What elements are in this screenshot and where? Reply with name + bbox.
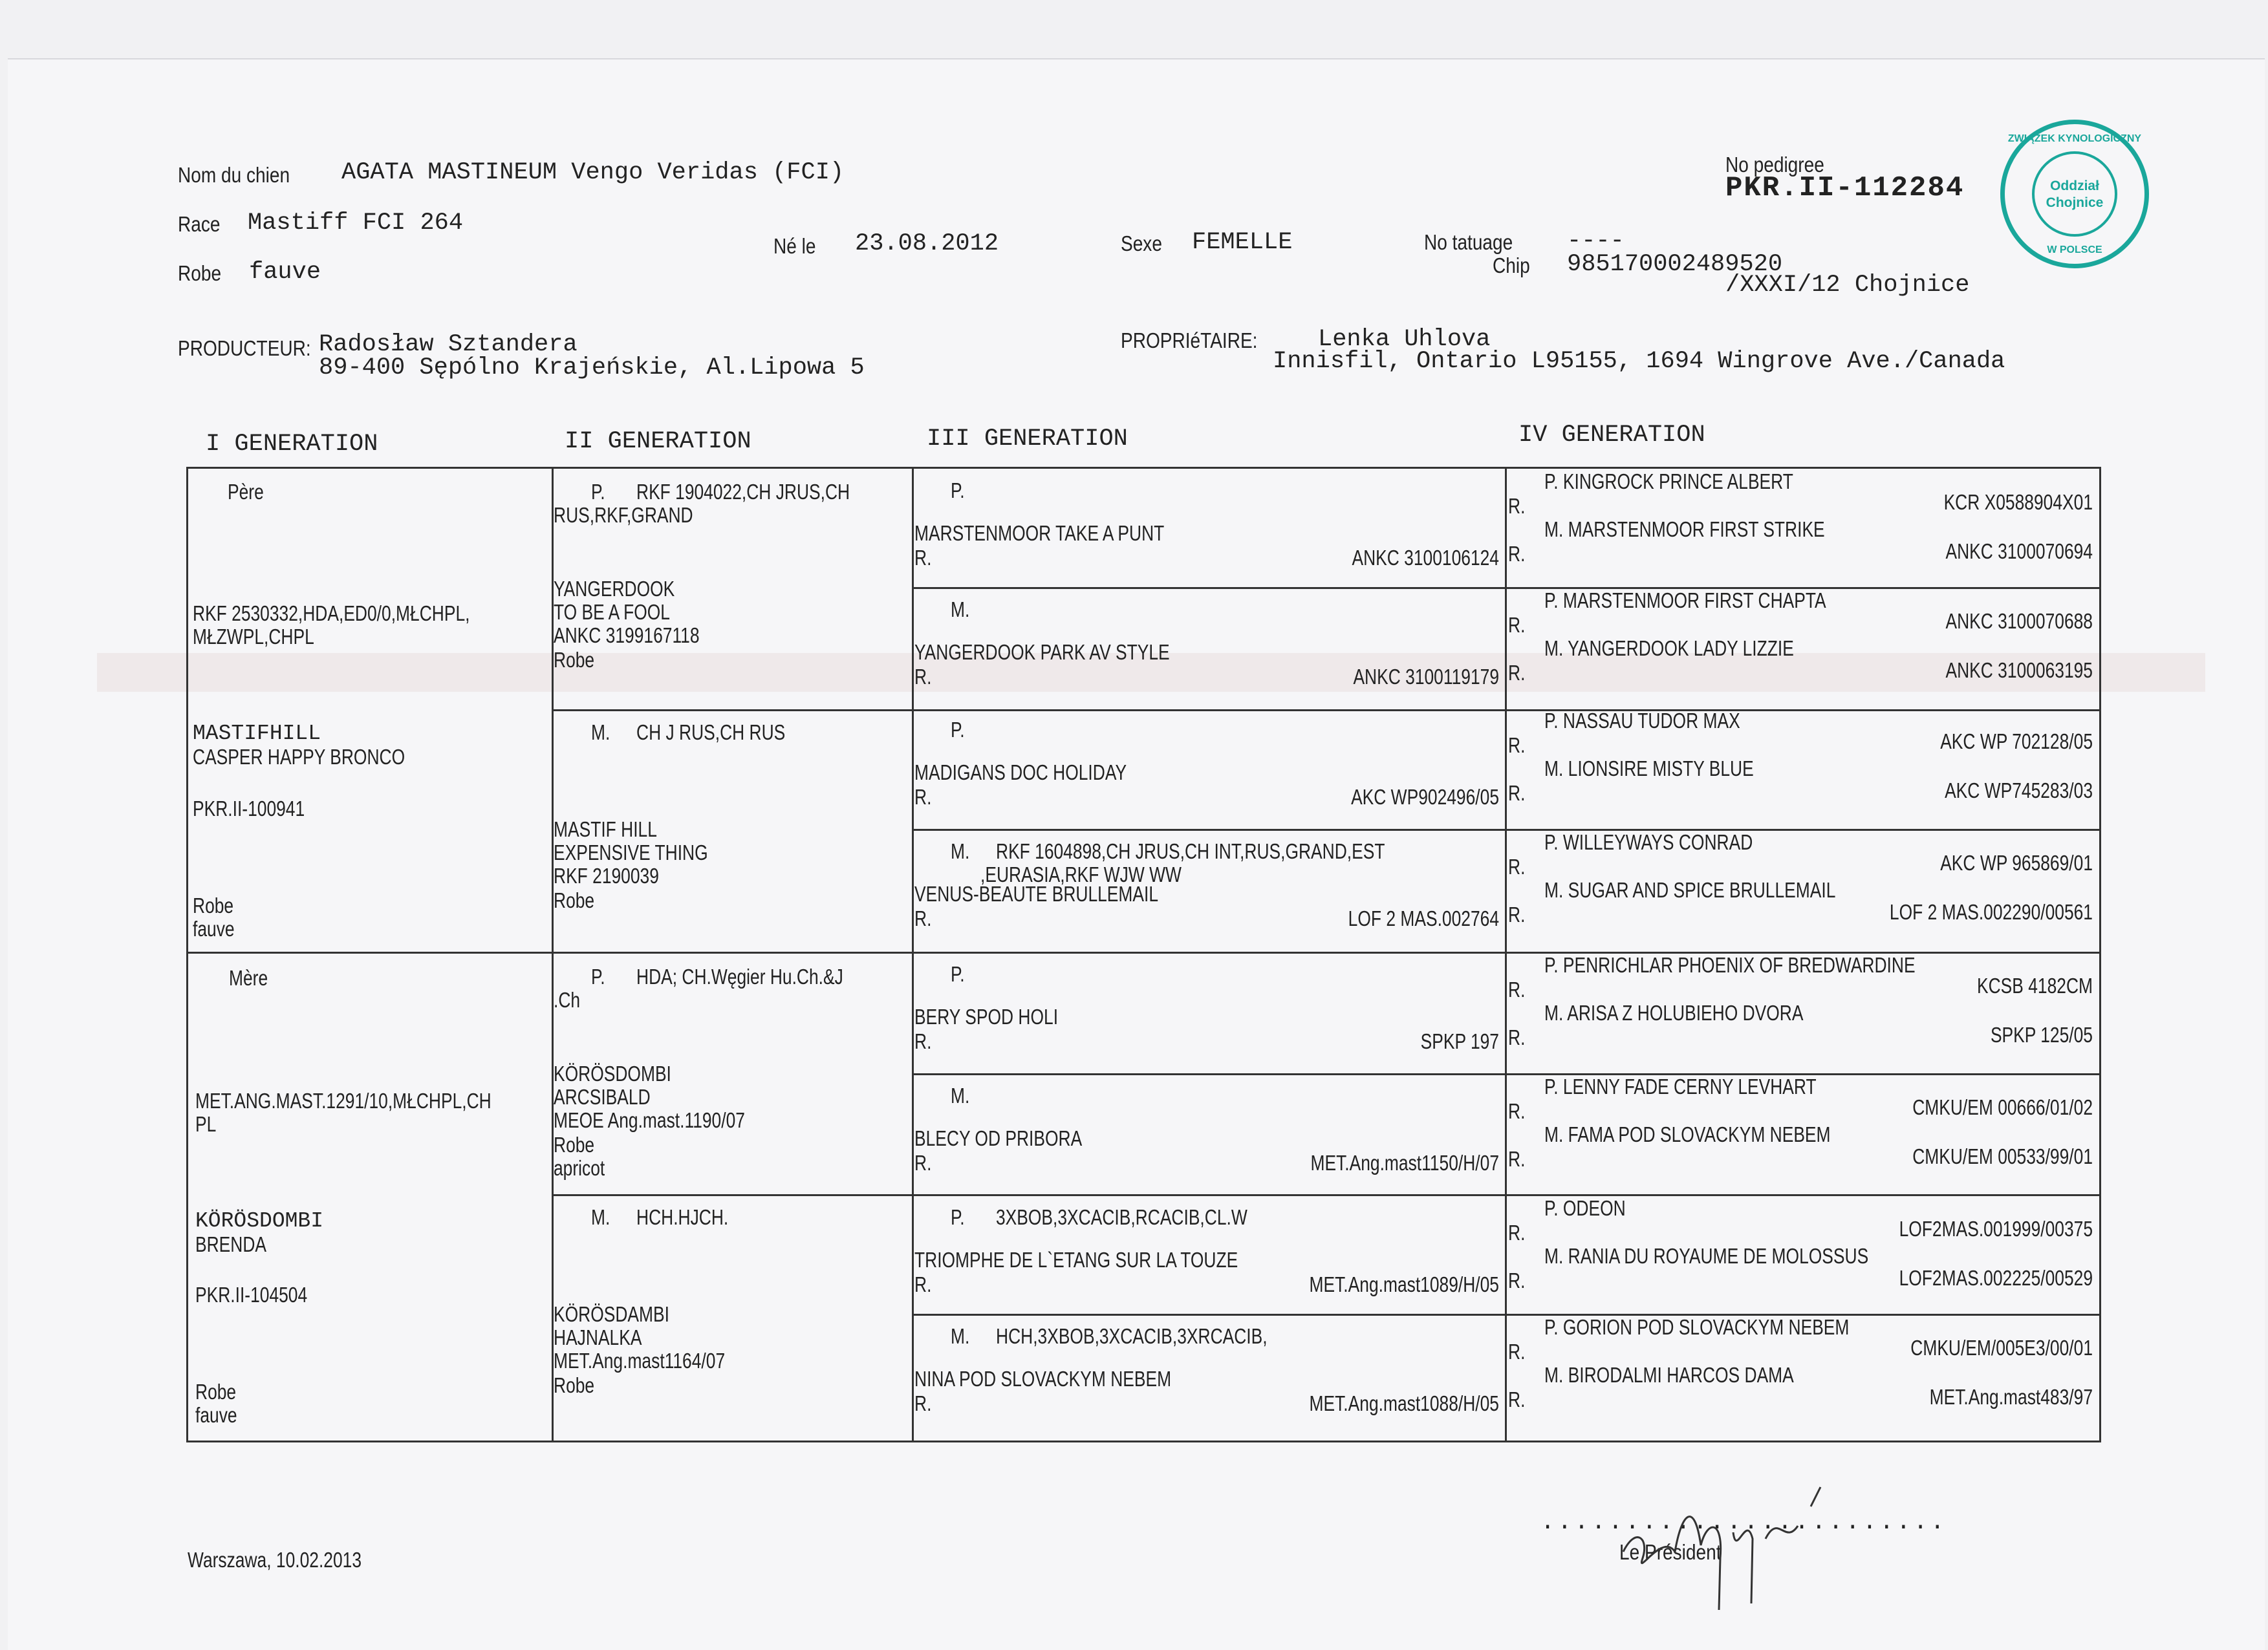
gen3-reg-4: SPKP 197 (1420, 1029, 1499, 1053)
mere-titles-2: PL (195, 1112, 217, 1136)
sex-label: Sexe (1121, 231, 1162, 255)
owner-address: Innisfil, Ontario L95155, 1694 Wingrove Ave./Canada (1273, 348, 2005, 375)
stamp-ring-bottom: W POLSCE (2047, 244, 2102, 255)
gen2-reg-1: RKF 2190039 (554, 864, 659, 888)
born-value: 23.08.2012 (855, 230, 999, 257)
gen4-dam-7: M. BIRODALMI HARCOS DAMA (1544, 1363, 1794, 1387)
gen4-dam-reg-1: ANKC 3100063195 (1945, 658, 2093, 682)
gen4-sire-2: P. NASSAU TUDOR MAX (1544, 709, 1740, 733)
table-left-border (186, 467, 188, 1441)
gen-header-2: II GENERATION (565, 428, 751, 455)
gen4-r1-7: R. (1508, 1340, 1526, 1364)
gen4-sire-7: P. GORION POD SLOVACKYM NEBEM (1544, 1315, 1850, 1339)
gen-header-4: IV GENERATION (1518, 422, 1705, 449)
race-value: Mastiff FCI 264 (248, 209, 464, 237)
stamp-inner-ring (2032, 151, 2117, 237)
producer-label: PRODUCTEUR: (178, 336, 311, 360)
row-divider-gen3-3 (912, 1314, 2099, 1316)
gen2-titles1-3: HCH.HJCH. (636, 1205, 729, 1229)
gen4-r1-3: R. (1508, 855, 1526, 879)
gen4-r1-5: R. (1508, 1099, 1526, 1123)
gen3-lead-2: P. (951, 718, 965, 742)
gen4-sire-reg-4: KCSB 4182CM (1976, 974, 2093, 998)
gen2-reg-3: MET.Ang.mast1164/07 (554, 1349, 726, 1373)
gen2-reg-2: MEOE Ang.mast.1190/07 (554, 1108, 745, 1132)
gen3-name-4: BERY SPOD HOLI (914, 1005, 1059, 1029)
gen2-titles1-2: HDA; CH.Węgier Hu.Ch.&J (636, 965, 843, 989)
gen3-reg-2: AKC WP902496/05 (1351, 785, 1499, 809)
gen4-dam-5: M. FAMA POD SLOVACKYM NEBEM (1544, 1122, 1831, 1146)
gen2-lead-3: M. (591, 1205, 610, 1229)
gen3-name-6: TRIOMPHE DE L`ETANG SUR LA TOUZE (914, 1248, 1238, 1272)
row-divider-gen3-2 (912, 1073, 2099, 1075)
gen3-name-3: VENUS-BEAUTE BRULLEMAIL (914, 882, 1159, 906)
gen3-reg-0: ANKC 3100106124 (1352, 546, 1499, 570)
row-divider-gen2-1 (552, 1194, 2099, 1196)
gen4-dam-1: M. YANGERDOOK LADY LIZZIE (1544, 636, 1794, 660)
gen4-sire-reg-0: KCR X0588904X01 (1943, 490, 2093, 514)
gen4-dam-reg-7: MET.Ang.mast483/97 (1929, 1385, 2093, 1409)
gen3-r-6: R. (914, 1272, 932, 1296)
gen3-reg-3: LOF 2 MAS.002764 (1348, 906, 1499, 930)
gen3-name-2: MADIGANS DOC HOLIDAY (914, 760, 1127, 784)
gen4-sire-reg-6: LOF2MAS.001999/00375 (1899, 1217, 2093, 1241)
gen2-name1-0: YANGERDOOK (554, 577, 675, 601)
row-divider-gen2-0 (552, 709, 2099, 711)
col-divider-3 (912, 467, 914, 1441)
name-label: Nom du chien (178, 163, 290, 187)
place-date: Warszawa, 10.02.2013 (188, 1548, 362, 1572)
gen3-r-2: R. (914, 785, 932, 809)
gen4-r1-4: R. (1508, 978, 1526, 1002)
col-divider-4 (1505, 467, 1507, 1441)
gen2-lead-0: P. (591, 480, 605, 504)
mere-titles-1: MET.ANG.MAST.1291/10,MŁCHPL,CH (195, 1089, 491, 1113)
owner-name: Lenka Uhlova (1318, 326, 1491, 353)
gen4-r2-6: R. (1508, 1269, 1526, 1292)
gen2-lead-2: P. (591, 965, 605, 989)
gen2-titles2-2: .Ch (554, 988, 581, 1012)
gen4-sire-1: P. MARSTENMOOR FIRST CHAPTA (1544, 588, 1826, 612)
row-divider-gen3-0 (912, 587, 2099, 589)
gen4-sire-6: P. ODEON (1544, 1196, 1626, 1220)
gen3-lead-1: M. (951, 597, 970, 621)
pere-robe: fauve (193, 917, 235, 941)
row-divider-gen3-1 (912, 829, 2099, 831)
gen4-dam-4: M. ARISA Z HOLUBIEHO DVORA (1544, 1001, 1804, 1025)
mere-robe-label: Robe (195, 1380, 237, 1404)
gen2-robe-1: Robe (554, 888, 595, 912)
gen3-lead-7: M. (951, 1324, 970, 1348)
gen3-r-1: R. (914, 665, 932, 689)
gen4-dam-reg-3: LOF 2 MAS.002290/00561 (1889, 900, 2093, 924)
gen4-r1-2: R. (1508, 733, 1526, 757)
gen3-r-5: R. (914, 1151, 932, 1175)
pere-name-2: CASPER HAPPY BRONCO (193, 745, 405, 769)
stamp-center-line2: Chojnice (2046, 195, 2104, 210)
mere-label: Mère (229, 966, 268, 990)
mere-name-2: BRENDA (195, 1232, 267, 1256)
signature-dots: ........................ (1540, 1509, 1947, 1536)
gen3-titles1-3: RKF 1604898,CH JRUS,CH INT,RUS,GRAND,EST (996, 839, 1385, 863)
pedigree-number: PKR.II-112284 (1725, 172, 1965, 204)
gen4-r2-7: R. (1508, 1388, 1526, 1411)
gen4-sire-4: P. PENRICHLAR PHOENIX OF BREDWARDINE (1544, 953, 1916, 977)
gen4-r2-4: R. (1508, 1025, 1526, 1049)
gen3-lead-5: M. (951, 1084, 970, 1108)
gen-header-1: I GENERATION (206, 431, 378, 458)
pedigree-sub: /XXXI/12 Chojnice (1725, 272, 1970, 299)
tattoo-value: ---- (1567, 228, 1625, 255)
table-top-border (186, 467, 2099, 469)
gen4-dam-reg-5: CMKU/EM 00533/99/01 (1912, 1144, 2093, 1168)
pere-titles-1: RKF 2530332,HDA,ED0/0,MŁCHPL, (193, 601, 470, 625)
gen4-r2-3: R. (1508, 903, 1526, 927)
gen4-dam-reg-2: AKC WP745283/03 (1945, 778, 2093, 802)
gen4-dam-reg-0: ANKC 3100070694 (1945, 539, 2093, 563)
owner-label: PROPRIéTAIRE: (1121, 328, 1258, 352)
gen3-r-0: R. (914, 546, 932, 570)
gen3-lead-0: P. (951, 478, 965, 502)
mere-registration: PKR.II-104504 (195, 1283, 308, 1307)
gen4-r2-1: R. (1508, 661, 1526, 685)
producer-address: 89-400 Sępólno Krajeńskie, Al.Lipowa 5 (319, 354, 865, 381)
pere-label: Père (228, 480, 264, 504)
gen4-sire-5: P. LENNY FADE CERNY LEVHART (1544, 1075, 1817, 1098)
stamp-ring-top: ZWIĄZEK KYNOLOGICZNY (2007, 133, 2142, 144)
gen-header-3: III GENERATION (927, 425, 1128, 453)
president-signature (1604, 1474, 1901, 1623)
gen4-r1-6: R. (1508, 1221, 1526, 1245)
gen2-titles2-0: RUS,RKF,GRAND (554, 503, 693, 527)
gen4-r1-1: R. (1508, 613, 1526, 637)
gen2-name1-2: KÖRÖSDOMBI (554, 1062, 671, 1086)
gen4-dam-0: M. MARSTENMOOR FIRST STRIKE (1544, 517, 1825, 541)
gen3-lead-6: P. (951, 1205, 965, 1229)
gen3-reg-5: MET.Ang.mast1150/H/07 (1310, 1151, 1499, 1175)
born-label: Né le (773, 234, 816, 258)
sex-value: FEMELLE (1192, 229, 1293, 256)
gen2-lead-1: M. (591, 720, 610, 744)
gen3-name-7: NINA POD SLOVACKYM NEBEM (914, 1367, 1172, 1391)
gen4-dam-reg-6: LOF2MAS.002225/00529 (1899, 1266, 2093, 1290)
gen3-name-1: YANGERDOOK PARK AV STYLE (914, 640, 1170, 664)
gen2-name2-1: EXPENSIVE THING (554, 841, 708, 864)
table-bottom-border (186, 1441, 2099, 1442)
gen4-dam-reg-4: SPKP 125/05 (1990, 1023, 2093, 1047)
race-label: Race (178, 212, 221, 236)
gen4-sire-reg-5: CMKU/EM 00666/01/02 (1912, 1095, 2093, 1119)
gen4-dam-6: M. RANIA DU ROYAUME DE MOLOSSUS (1544, 1244, 1869, 1268)
gen2-robe-2: Robe (554, 1133, 595, 1157)
pere-registration: PKR.II-100941 (193, 797, 305, 820)
gen2-name1-1: MASTIF HILL (554, 817, 657, 841)
gen4-sire-reg-2: AKC WP 702128/05 (1940, 729, 2093, 753)
gen4-dam-2: M. LIONSIRE MISTY BLUE (1544, 756, 1754, 780)
gen3-r-7: R. (914, 1391, 932, 1415)
gen4-dam-3: M. SUGAR AND SPICE BRULLEMAIL (1544, 878, 1836, 902)
pedigree-label: No pedigree (1725, 153, 1824, 177)
tattoo-label: No tatuage (1424, 230, 1513, 254)
gen2-titles1-1: CH J RUS,CH RUS (636, 720, 786, 744)
mere-robe: fauve (195, 1403, 237, 1427)
gen3-reg-6: MET.Ang.mast1089/H/05 (1309, 1272, 1499, 1296)
gen4-sire-3: P. WILLEYWAYS CONRAD (1544, 830, 1753, 854)
table-right-border (2099, 467, 2101, 1442)
gen2-color-2: apricot (554, 1156, 605, 1180)
gen2-reg-0: ANKC 3199167118 (554, 623, 700, 647)
gen4-sire-reg-3: AKC WP 965869/01 (1940, 851, 2093, 875)
chip-label: Chip (1493, 253, 1530, 277)
gen2-name2-3: HAJNALKA (554, 1325, 642, 1349)
gen3-lead-4: P. (951, 962, 965, 986)
gen4-r2-5: R. (1508, 1147, 1526, 1171)
gen4-r2-0: R. (1508, 542, 1526, 566)
kennel-club-stamp (2000, 120, 2149, 268)
gen3-reg-1: ANKC 3100119179 (1353, 665, 1499, 689)
gen3-titles1-7: HCH,3XBOB,3XCACIB,3XRCACIB, (996, 1324, 1268, 1348)
gen3-name-0: MARSTENMOOR TAKE A PUNT (914, 521, 1165, 545)
producer-name: Radosław Sztandera (319, 331, 578, 358)
gen3-reg-7: MET.Ang.mast1088/H/05 (1309, 1391, 1499, 1415)
gen2-robe-0: Robe (554, 648, 595, 672)
gen2-robe-3: Robe (554, 1373, 595, 1397)
gen2-name1-3: KÖRÖSDAMBI (554, 1302, 669, 1326)
gen3-lead-3: M. (951, 839, 970, 863)
gen3-r-3: R. (914, 906, 932, 930)
gen2-name2-2: ARCSIBALD (554, 1085, 651, 1109)
gen3-name-5: BLECY OD PRIBORA (914, 1126, 1083, 1150)
chip-value: 985170002489520 (1567, 251, 1783, 278)
president-label: Le Président (1619, 1540, 1722, 1564)
gen3-titles1-6: 3XBOB,3XCACIB,RCACIB,CL.W (996, 1205, 1247, 1229)
mere-name-1: KÖRÖSDOMBI (195, 1209, 324, 1233)
pere-name-1: MASTIFHILL (193, 722, 321, 745)
robe-value: fauve (249, 259, 321, 286)
gen4-r2-2: R. (1508, 781, 1526, 805)
gen2-name2-0: TO BE A FOOL (554, 600, 670, 624)
dog-name: AGATA MASTINEUM Vengo Veridas (FCI) (341, 159, 845, 186)
gen4-sire-0: P. KINGROCK PRINCE ALBERT (1544, 469, 1793, 493)
pere-robe-label: Robe (193, 894, 234, 917)
gen3-r-4: R. (914, 1029, 932, 1053)
gen4-sire-reg-1: ANKC 3100070688 (1945, 609, 2093, 633)
gen4-sire-reg-7: CMKU/EM/005E3/00/01 (1910, 1336, 2093, 1360)
gen3-titles2-3: ,EURASIA,RKF WJW WW (980, 862, 1182, 886)
pere-titles-2: MŁZWPL,CHPL (193, 625, 314, 648)
robe-label: Robe (178, 261, 222, 285)
stamp-center-line1: Oddział (2050, 178, 2099, 193)
gen4-r1-0: R. (1508, 494, 1526, 518)
gen2-titles1-0: RKF 1904022,CH JRUS,CH (636, 480, 850, 504)
